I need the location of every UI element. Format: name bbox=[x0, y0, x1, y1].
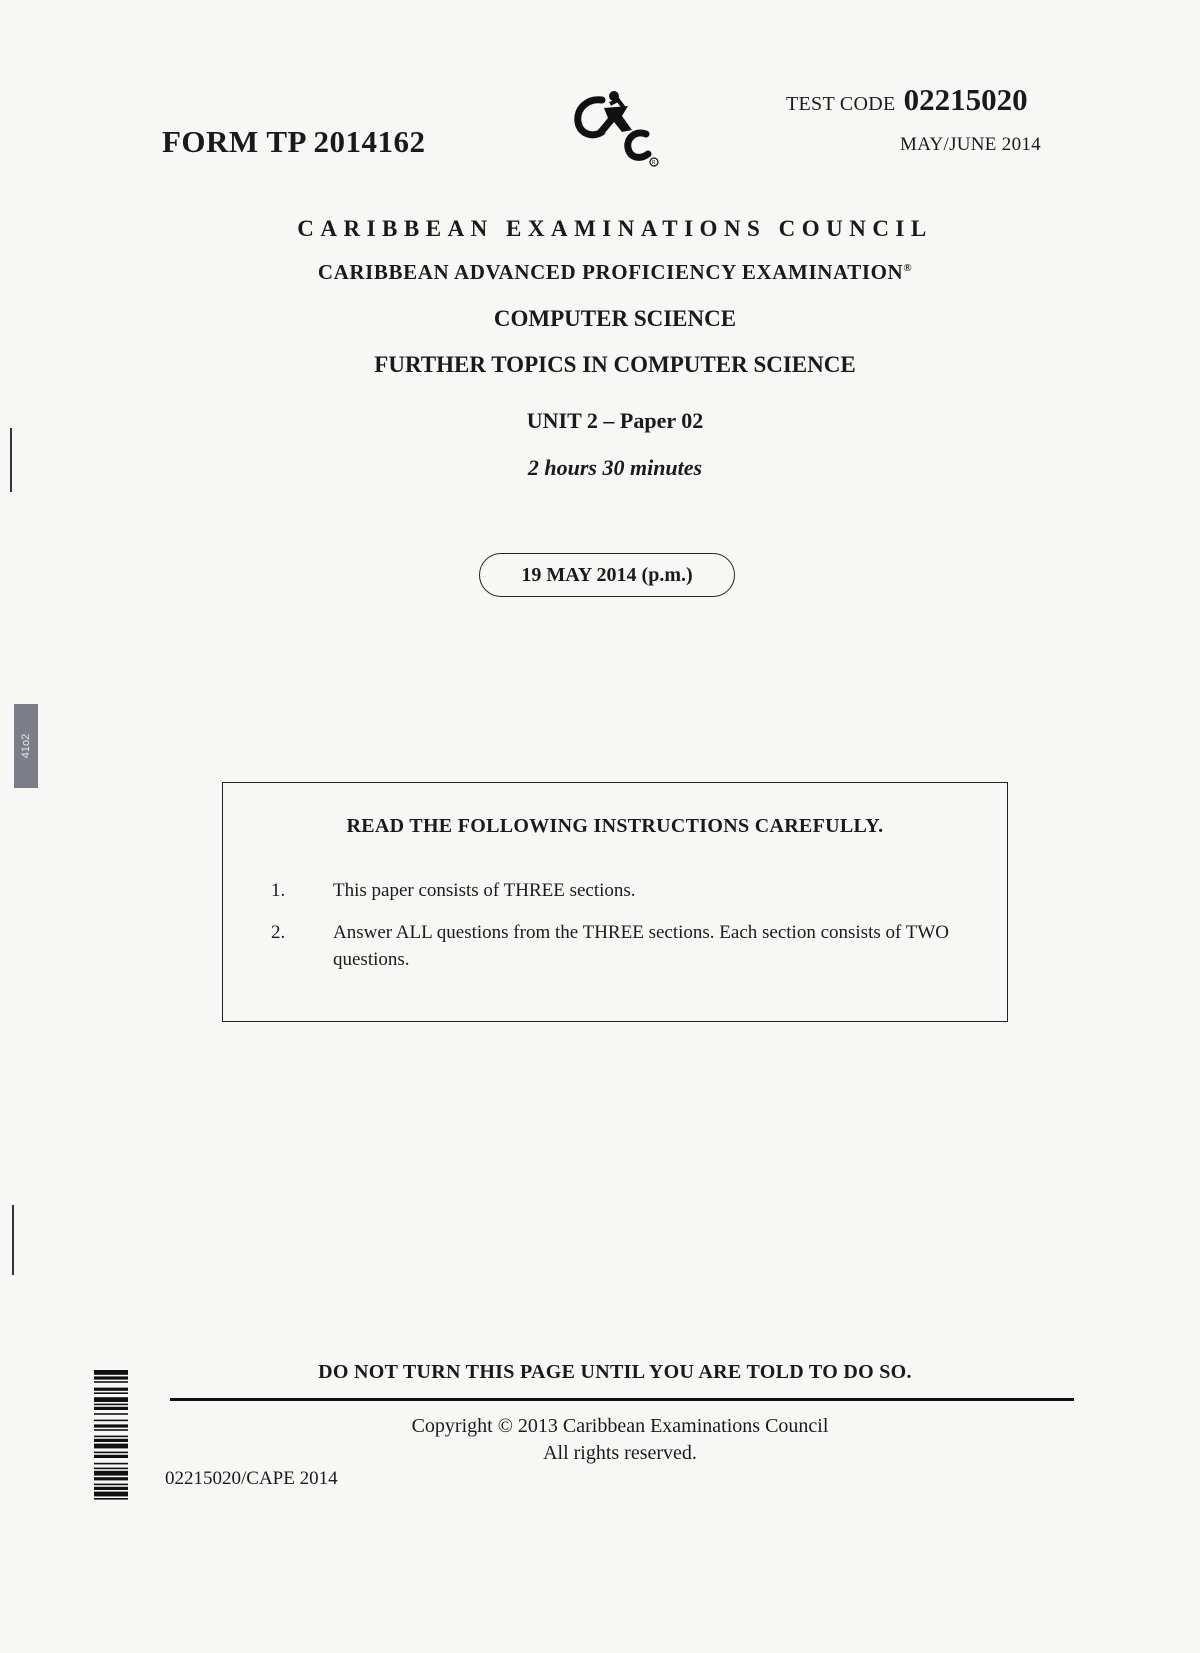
svg-text:R: R bbox=[652, 160, 656, 166]
topic-name: FURTHER TOPICS IN COMPUTER SCIENCE bbox=[374, 352, 856, 377]
footer-rule bbox=[170, 1398, 1074, 1401]
barcode-bar bbox=[94, 1429, 128, 1431]
instruction-number: 1. bbox=[271, 880, 286, 901]
instruction-number: 2. bbox=[271, 922, 286, 943]
cxc-logo-icon bbox=[570, 86, 670, 168]
barcode-bar bbox=[94, 1420, 128, 1422]
side-tab bbox=[14, 704, 38, 788]
exam-session: MAY/JUNE 2014 bbox=[900, 134, 1041, 155]
paper-code: 02215020/CAPE 2014 bbox=[165, 1468, 338, 1489]
barcode-bar bbox=[94, 1484, 128, 1486]
barcode-bar bbox=[94, 1498, 128, 1500]
barcode-bar bbox=[94, 1455, 128, 1458]
subject-name: COMPUTER SCIENCE bbox=[493, 306, 737, 331]
barcode-bar bbox=[94, 1376, 128, 1379]
rights-line: All rights reserved. bbox=[543, 1442, 697, 1464]
barcode-bar bbox=[94, 1463, 128, 1465]
instructions-heading: READ THE FOLLOWING INSTRUCTIONS CAREFULLY. bbox=[346, 815, 884, 837]
copyright bbox=[300, 1413, 940, 1467]
barcode-bar bbox=[94, 1492, 128, 1497]
barcode-bar bbox=[94, 1452, 128, 1454]
exam-name-text: CARIBBEAN ADVANCED PROFICIENCY EXAMINATION bbox=[317, 260, 904, 284]
binding-mark-top bbox=[10, 428, 12, 492]
test-code bbox=[786, 82, 1028, 118]
barcode-bar bbox=[94, 1381, 128, 1383]
do-not-turn-notice: DO NOT TURN THIS PAGE UNTIL YOU ARE TOLD TO DO SO. bbox=[318, 1361, 912, 1383]
barcode-bar bbox=[94, 1436, 128, 1438]
barcode-bar bbox=[94, 1392, 128, 1394]
barcode-bar bbox=[94, 1439, 128, 1442]
exam-name bbox=[150, 260, 1080, 285]
barcode-bar bbox=[94, 1413, 128, 1415]
barcode-bar bbox=[94, 1471, 128, 1476]
barcode-bar bbox=[94, 1424, 128, 1427]
barcode-bar bbox=[94, 1404, 128, 1406]
instructions-box bbox=[222, 782, 1008, 1022]
barcode-icon bbox=[94, 1368, 128, 1564]
barcode-bar bbox=[94, 1487, 128, 1490]
barcode-bar bbox=[94, 1388, 128, 1391]
binding-mark-bottom bbox=[12, 1205, 14, 1275]
barcode-bar bbox=[94, 1397, 128, 1402]
barcode-bar bbox=[94, 1444, 128, 1449]
barcode-bar bbox=[94, 1407, 128, 1410]
instruction-text: Answer ALL questions from the THREE sections. Each section consists of TWO questions. bbox=[333, 922, 949, 970]
side-tab-label: 41o2 bbox=[20, 733, 33, 759]
barcode-bar bbox=[94, 1477, 128, 1480]
exam-date-badge bbox=[479, 553, 735, 597]
test-code-label: TEST CODE bbox=[786, 93, 896, 115]
instruction-text: This paper consists of THREE sections. bbox=[333, 880, 636, 901]
barcode-bar bbox=[94, 1370, 128, 1375]
form-code: FORM TP 2014162 bbox=[162, 124, 426, 159]
exam-date: 19 MAY 2014 (p.m.) bbox=[521, 563, 693, 586]
registered-mark: ® bbox=[903, 262, 913, 274]
council-name: CARIBBEAN EXAMINATIONS COUNCIL bbox=[297, 216, 933, 241]
exam-duration: 2 hours 30 minutes bbox=[527, 455, 703, 480]
test-code-value: 02215020 bbox=[903, 82, 1028, 117]
unit-paper: UNIT 2 – Paper 02 bbox=[526, 408, 704, 433]
copyright-line: Copyright © 2013 Caribbean Examinations Council bbox=[411, 1415, 829, 1437]
barcode-bar bbox=[94, 1468, 128, 1470]
